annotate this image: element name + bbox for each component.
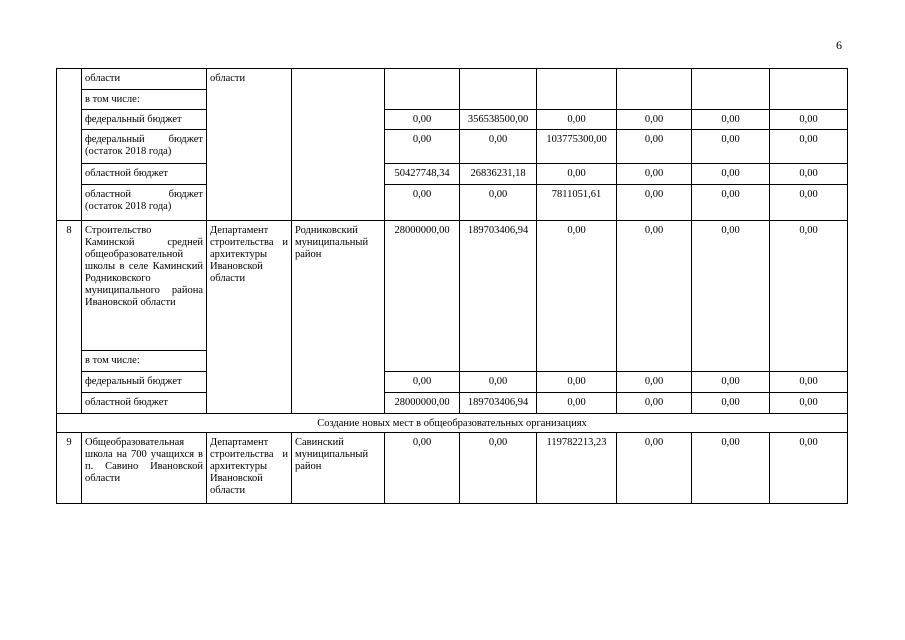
budget-table — [56, 68, 848, 504]
label-cell: областной бюджет — [82, 164, 207, 185]
value-cell: 0,00 — [460, 433, 537, 504]
label-cell: области — [82, 69, 207, 90]
label-cell: в том числе: — [82, 351, 207, 372]
label-cell: Общеобразовательная школа на 700 учащихся в п. Савино Ивановской области — [82, 433, 207, 504]
table-row — [57, 110, 848, 130]
value-cell: 189703406,94 — [460, 221, 537, 372]
value-cell: 50427748,34 — [385, 164, 460, 185]
district-cell: Родниковский муниципальный район — [292, 221, 385, 414]
value-cell: 0,00 — [770, 221, 848, 372]
table-row — [57, 185, 848, 221]
label-cell: в том числе: — [82, 90, 207, 110]
value-cell: 0,00 — [617, 372, 692, 393]
label-cell: областной бюджет (остаток 2018 года) — [82, 185, 207, 221]
index-cell — [57, 69, 82, 221]
value-cell: 0,00 — [537, 393, 617, 414]
value-cell: 0,00 — [617, 110, 692, 130]
section-title: Создание новых мест в общеобразовательных организациях — [57, 414, 848, 433]
value-cell: 0,00 — [692, 130, 770, 164]
value-cell: 0,00 — [692, 110, 770, 130]
value-cell: 0,00 — [770, 372, 848, 393]
value-cell: 0,00 — [770, 393, 848, 414]
value-cell: 0,00 — [770, 110, 848, 130]
value-cell: 0,00 — [617, 164, 692, 185]
label-cell: федеральный бюджет (остаток 2018 года) — [82, 130, 207, 164]
table-row — [57, 393, 848, 414]
value-cell: 0,00 — [617, 221, 692, 372]
district-cell: Савинский муниципальный район — [292, 433, 385, 504]
value-cell: 0,00 — [385, 185, 460, 221]
label-cell: федеральный бюджет — [82, 372, 207, 393]
value-cell: 0,00 — [460, 130, 537, 164]
district-cell — [292, 69, 385, 221]
value-cell: 0,00 — [537, 110, 617, 130]
dept-cell: Департамент строительства и архитектуры Ивановской области — [207, 433, 292, 504]
index-cell: 8 — [57, 221, 82, 414]
value-cell: 0,00 — [770, 433, 848, 504]
table-row — [57, 130, 848, 164]
value-cell — [692, 69, 770, 110]
value-cell: 0,00 — [537, 221, 617, 372]
table-row — [57, 164, 848, 185]
value-cell: 0,00 — [692, 185, 770, 221]
value-cell: 356538500,00 — [460, 110, 537, 130]
value-cell: 0,00 — [617, 433, 692, 504]
value-cell: 0,00 — [692, 221, 770, 372]
label-cell: областной бюджет — [82, 393, 207, 414]
dept-cell: области — [207, 69, 292, 221]
value-cell: 0,00 — [692, 164, 770, 185]
value-cell — [770, 69, 848, 110]
value-cell — [617, 69, 692, 110]
table-row — [57, 69, 848, 90]
value-cell: 26836231,18 — [460, 164, 537, 185]
value-cell: 0,00 — [692, 372, 770, 393]
value-cell: 0,00 — [385, 433, 460, 504]
page-number: 6 — [836, 38, 842, 52]
value-cell: 0,00 — [692, 433, 770, 504]
label-cell: федеральный бюджет — [82, 110, 207, 130]
value-cell: 28000000,00 — [385, 221, 460, 372]
value-cell: 0,00 — [537, 372, 617, 393]
value-cell: 0,00 — [537, 164, 617, 185]
table-row — [57, 433, 848, 504]
value-cell: 0,00 — [617, 185, 692, 221]
value-cell: 103775300,00 — [537, 130, 617, 164]
value-cell — [460, 69, 537, 110]
value-cell: 7811051,61 — [537, 185, 617, 221]
value-cell: 119782213,23 — [537, 433, 617, 504]
value-cell: 0,00 — [770, 164, 848, 185]
table-row — [57, 221, 848, 351]
value-cell — [537, 69, 617, 110]
value-cell: 28000000,00 — [385, 393, 460, 414]
value-cell: 0,00 — [770, 130, 848, 164]
value-cell: 0,00 — [770, 185, 848, 221]
value-cell: 0,00 — [692, 393, 770, 414]
value-cell: 0,00 — [460, 372, 537, 393]
label-cell: Строительство Каминской средней общеобразовательной школы в селе Каминский Родниковского муниципального района Ивановской области — [82, 221, 207, 351]
value-cell: 189703406,94 — [460, 393, 537, 414]
table-row — [57, 372, 848, 393]
section-row — [57, 414, 848, 433]
index-cell: 9 — [57, 433, 82, 504]
value-cell: 0,00 — [617, 130, 692, 164]
value-cell: 0,00 — [385, 372, 460, 393]
dept-cell: Департамент строительства и архитектуры Ивановской области — [207, 221, 292, 414]
value-cell: 0,00 — [617, 393, 692, 414]
value-cell: 0,00 — [460, 185, 537, 221]
value-cell: 0,00 — [385, 130, 460, 164]
value-cell — [385, 69, 460, 110]
value-cell: 0,00 — [385, 110, 460, 130]
